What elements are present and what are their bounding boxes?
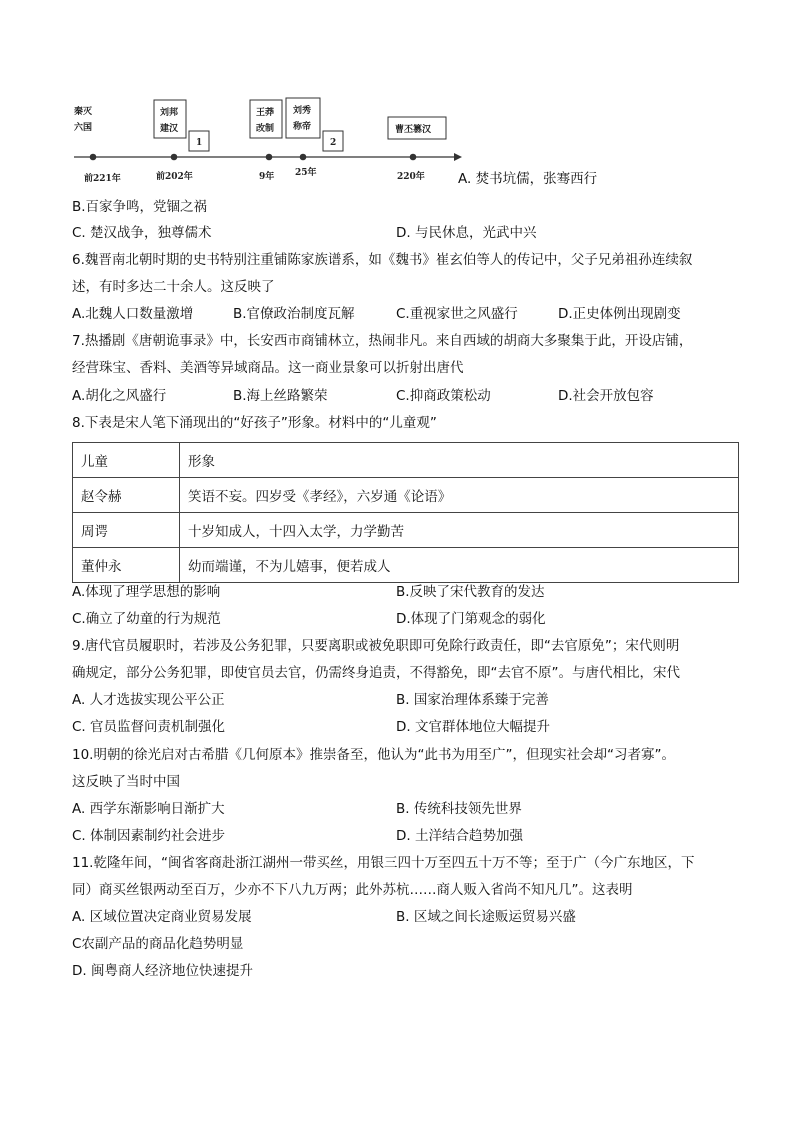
timeline-event-label: 建汉 (160, 124, 179, 134)
q10-option-b: B. 传统科技领先世界 (396, 801, 522, 817)
q5-option-a: A. 焚书坑儒，张骞西行 (458, 171, 598, 187)
table-cell: 周谔 (73, 513, 180, 548)
timeline-diagram (66, 95, 466, 185)
timeline-dot (410, 154, 417, 161)
table-header-cell: 儿童 (73, 443, 180, 478)
table-cell: 笑语不妄。四岁受《孝经》，六岁通《论语》 (180, 478, 739, 513)
timeline-event-box (286, 98, 320, 138)
q10-option-d: D. 土洋结合趋势加强 (396, 828, 523, 844)
timeline-dot (266, 154, 273, 161)
q11-stem: 11.乾隆年间，“闽省客商赴浙江湖州一带买丝，用银三四十万至四五十万不等；至于广（今广东地区，下 (72, 855, 695, 871)
q11-option-b: B. 区域之间长途贩运贸易兴盛 (396, 909, 576, 925)
q10-stem: 10.明朝的徐光启对古希腊《几何原本》推崇备至，他认为“此书为用至广”，但现实社会却“习者寡”。 (72, 747, 675, 763)
table-cell: 十岁知成人，十四入太学，力学勤苦 (180, 513, 739, 548)
q7-option-b: B.海上丝路繁荣 (233, 388, 328, 404)
timeline-dot (300, 154, 307, 161)
timeline-event-label: 六国 (74, 123, 93, 133)
table-cell: 幼而端谨，不为儿嬉事，便若成人 (180, 548, 739, 583)
q11-option-c: C农副产品的商品化趋势明显 (72, 936, 244, 952)
table-cell: 赵令赫 (73, 478, 180, 513)
q7-stem-continued: 经营珠宝、香料、美酒等异域商品。这一商业景象可以折射出唐代 (72, 360, 464, 376)
table-cell: 董仲永 (73, 548, 180, 583)
q5-option-b: B.百家争鸣，党锢之祸 (72, 199, 208, 215)
q6-stem: 6.魏晋南北朝时期的史书特别注重铺陈家族谱系，如《魏书》崔玄伯等人的传记中，父子兄弟祖孙连续叙 (72, 252, 693, 268)
q11-stem-continued: 同）商买丝银两动至百万，少亦不下八九万两；此外苏杭……商人贩入省尚不知凡几”。这表明 (72, 882, 633, 898)
q10-stem-continued: 这反映了当时中国 (72, 774, 180, 790)
timeline-year: 220年 (397, 172, 425, 182)
q7-option-d: D.社会开放包容 (558, 388, 654, 404)
q5-option-c: C. 楚汉战争，独尊儒术 (72, 225, 212, 241)
q6-option-a: A.北魏人口数量激增 (72, 306, 194, 322)
q6-option-c: C.重视家世之风盛行 (396, 306, 518, 322)
q6-option-d: D.正史体例出现剧变 (558, 306, 681, 322)
table-header-cell: 形象 (180, 443, 739, 478)
timeline-year: 25年 (295, 168, 317, 178)
timeline-event-label: 称帝 (293, 122, 312, 132)
q9-option-b: B. 国家治理体系臻于完善 (396, 692, 549, 708)
table-row (73, 478, 739, 513)
q6-option-b: B.官僚政治制度瓦解 (233, 306, 355, 322)
table-header-row (73, 443, 739, 478)
arrow-head-icon (454, 153, 462, 161)
timeline-year: 前202年 (156, 172, 193, 182)
table-row (73, 548, 739, 583)
q9-option-c: C. 官员监督问责机制强化 (72, 719, 226, 735)
q5-option-d: D. 与民休息，光武中兴 (396, 225, 537, 241)
q8-option-a: A.体现了理学思想的影响 (72, 584, 221, 600)
q11-option-d: D. 闽粤商人经济地位快速提升 (72, 963, 253, 979)
q9-option-d: D. 文官群体地位大幅提升 (396, 719, 550, 735)
timeline-event-label: 刘邦 (160, 108, 179, 118)
q8-option-c: C.确立了幼童的行为规范 (72, 611, 221, 627)
q8-option-d: D.体现了门第观念的弱化 (396, 611, 546, 627)
timeline-dot (90, 154, 97, 161)
q7-stem: 7.热播剧《唐朝诡事录》中，长安西市商铺林立，热闹非凡。来自西域的胡商大多聚集于此，开设店铺， (72, 333, 693, 349)
q8-stem: 8.下表是宋人笔下涌现出的“好孩子”形象。材料中的“儿童观” (72, 415, 437, 431)
timeline-blank-number: 1 (196, 138, 203, 148)
q9-stem-continued: 确规定，部分公务犯罪，即使官员去官，仍需终身追责，不得豁免，即“去官不原”。与唐代相比，宋代 (72, 665, 680, 681)
q7-option-c: C.抑商政策松动 (396, 388, 491, 404)
timeline-event-label: 刘秀 (293, 106, 312, 116)
timeline-dot (171, 154, 178, 161)
q7-option-a: A.胡化之风盛行 (72, 388, 167, 404)
timeline-blank-number: 2 (330, 138, 337, 148)
q11-option-a: A. 区域位置决定商业贸易发展 (72, 909, 252, 925)
timeline-year: 9年 (259, 172, 275, 182)
q9-stem: 9.唐代官员履职时，若涉及公务犯罪，只要离职或被免职即可免除行政责任，即“去官原免”；宋代则明 (72, 638, 680, 654)
q10-option-a: A. 西学东渐影响日渐扩大 (72, 801, 225, 817)
q9-option-a: A. 人才选拔实现公平公正 (72, 692, 225, 708)
timeline-event-label: 秦灭 (74, 107, 93, 117)
q8-table (72, 442, 739, 583)
timeline-event-label: 改制 (256, 124, 275, 134)
table-row (73, 513, 739, 548)
q6-stem-continued: 述，有时多达二十余人。这反映了 (72, 279, 275, 295)
timeline-event-label: 曹丕篡汉 (395, 125, 432, 135)
timeline-year: 前221年 (84, 174, 121, 184)
timeline-event-label: 王莽 (256, 108, 275, 118)
q10-option-c: C. 体制因素制约社会进步 (72, 828, 226, 844)
q8-option-b: B.反映了宋代教育的发达 (396, 584, 545, 600)
